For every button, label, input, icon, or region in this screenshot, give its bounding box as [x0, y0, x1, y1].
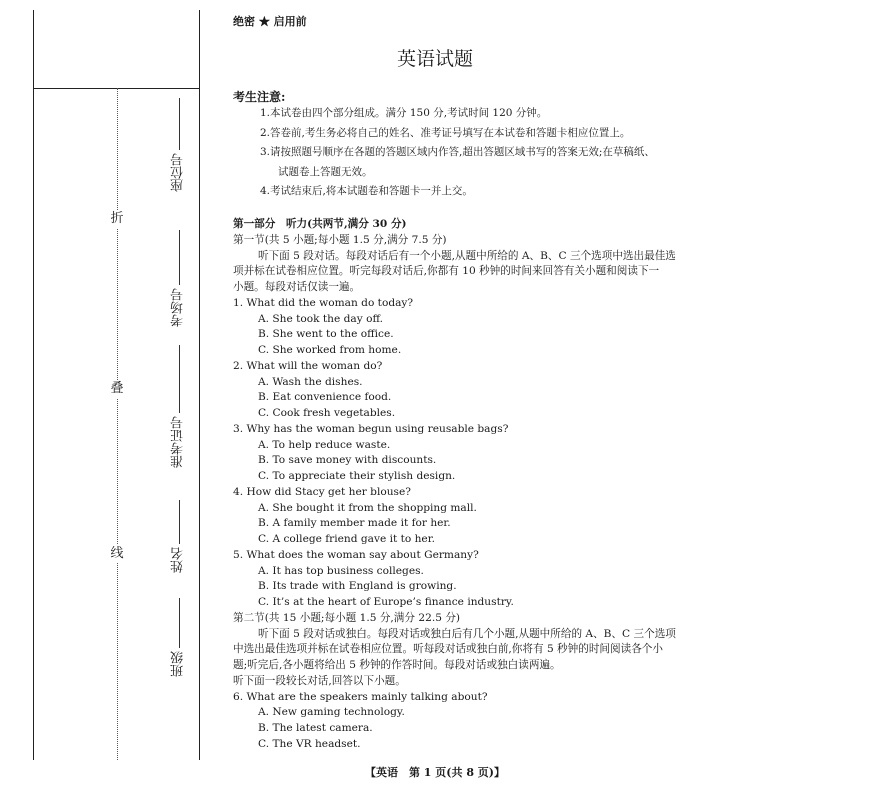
exam-room-field[interactable]: [168, 230, 190, 330]
q6-option-b[interactable]: B. The latest camera.: [258, 722, 373, 734]
fold-char-1: 折: [108, 210, 126, 228]
q1-option-b[interactable]: B. She went to the office.: [258, 328, 394, 341]
question-4: 4. How did Stacy get her blouse?: [233, 485, 411, 498]
notice-heading: 考生注意:: [233, 90, 286, 104]
q4-option-a[interactable]: A. She bought it from the shopping mall.: [258, 501, 477, 514]
q1-option-a[interactable]: A. She took the day off.: [258, 312, 383, 325]
page-title: 英语试题: [396, 48, 473, 70]
part-heading: 第一部分 听力(共两节,满分 30 分): [233, 218, 407, 230]
name-field[interactable]: [168, 500, 190, 576]
name-label: 姓名: [171, 547, 186, 573]
notice-item: 2.答卷前,考生务必将自己的姓名、准考证号填写在本试卷和答题卡相应位置上。: [260, 126, 631, 139]
q6-option-a[interactable]: A. New gaming technology.: [258, 706, 405, 719]
name-line[interactable]: [179, 500, 180, 544]
seat-number-line[interactable]: [179, 98, 180, 150]
notice-list: [233, 104, 773, 202]
question-5: 5. What does the woman say about Germany?: [233, 548, 479, 561]
exam-room-label: 考场号: [171, 288, 186, 327]
instruction-line: 小题。每段对话仅读一遍。: [233, 281, 361, 293]
question-3: 3. Why has the woman begun using reusable bags?: [233, 422, 509, 435]
instruction-line: 题;听完后,各小题将给出 5 秒钟的作答时间。每段对话或独白读两遍。: [233, 659, 561, 671]
question-1: 1. What did the woman do today?: [233, 296, 414, 309]
class-line[interactable]: [179, 598, 180, 648]
class-field[interactable]: [168, 598, 190, 680]
admission-number-field[interactable]: [168, 345, 190, 471]
notice-item: 4.考试结束后,将本试题卷和答题卡一并上交。: [260, 185, 473, 197]
seat-number-field[interactable]: [168, 98, 190, 195]
q5-option-b[interactable]: B. Its trade with England is growing.: [258, 580, 457, 593]
q3-option-a[interactable]: A. To help reduce waste.: [258, 438, 391, 451]
q5-option-c[interactable]: C. It’s at the heart of Europe’s finance industry.: [258, 596, 514, 608]
instruction-line: 听下面 5 段对话或独白。每段对话或独白后有几个小题,从题中所给的 A、B、C 三个选项: [258, 627, 676, 640]
instruction-line: 项并标在试卷相应位置。听完每段对话后,你都有 10 秒钟的时间来回答有关小题和阅读下一: [233, 265, 660, 278]
margin-top-line: [33, 88, 199, 89]
q3-option-c[interactable]: C. To appreciate their stylish design.: [258, 470, 456, 482]
instruction-line: 中选出最佳选项并标在试卷相应位置。听每段对话或独白前,你将有 5 秒钟的时间阅读各个小: [233, 643, 663, 656]
exam-room-line[interactable]: [179, 230, 180, 285]
admission-number-line[interactable]: [179, 345, 180, 413]
q6-option-c[interactable]: C. The VR headset.: [258, 737, 361, 750]
confidential-mark: 绝密 ★ 启用前: [233, 15, 307, 28]
page-footer: 【英语 第 1 页(共 8 页)】: [364, 766, 506, 779]
q1-option-c[interactable]: C. She worked from home.: [258, 344, 402, 356]
q2-option-a[interactable]: A. Wash the dishes.: [258, 375, 363, 388]
binding-margin: [0, 0, 200, 789]
instruction-line: 听下面 5 段对话。每段对话后有一个小题,从题中所给的 A、B、C 三个选项中选出最佳选: [258, 249, 676, 262]
class-label: 班级: [171, 651, 186, 677]
q3-option-b[interactable]: B. To save money with discounts.: [258, 454, 437, 467]
fold-char-3: 线: [108, 545, 126, 563]
question-6: 6. What are the speakers mainly talking about?: [233, 690, 488, 703]
q2-option-b[interactable]: B. Eat convenience food.: [258, 391, 392, 404]
margin-inner-line: [199, 10, 200, 760]
q4-option-c[interactable]: C. A college friend gave it to her.: [258, 533, 435, 545]
margin-outer-line: [33, 10, 34, 760]
section1-heading: 第一节(共 5 小题;每小题 1.5 分,满分 7.5 分): [233, 233, 447, 246]
seat-number-label: 座位号: [171, 153, 186, 192]
section2-heading: 第二节(共 15 小题;每小题 1.5 分,满分 22.5 分): [233, 611, 461, 624]
fold-char-2: 叠: [108, 380, 126, 398]
notice-item: 1.本试卷由四个部分组成。满分 150 分,考试时间 120 分钟。: [260, 107, 548, 119]
fold-line: [117, 88, 118, 760]
notice-item-continued: 试题卷上答题无效。: [278, 165, 373, 178]
listening-section: [233, 217, 773, 753]
notice-item: 3.请按照题号顺序在各题的答题区域内作答,超出答题区域书写的答案无效;在草稿纸、: [260, 146, 655, 158]
q4-option-b[interactable]: B. A family member made it for her.: [258, 517, 451, 530]
admission-number-label: 准考证号: [171, 416, 186, 468]
q5-option-a[interactable]: A. It has top business colleges.: [258, 564, 424, 577]
q2-option-c[interactable]: C. Cook fresh vegetables.: [258, 407, 396, 419]
question-2: 2. What will the woman do?: [233, 359, 383, 372]
section2-lead: 听下面一段较长对话,回答以下小题。: [233, 674, 406, 687]
